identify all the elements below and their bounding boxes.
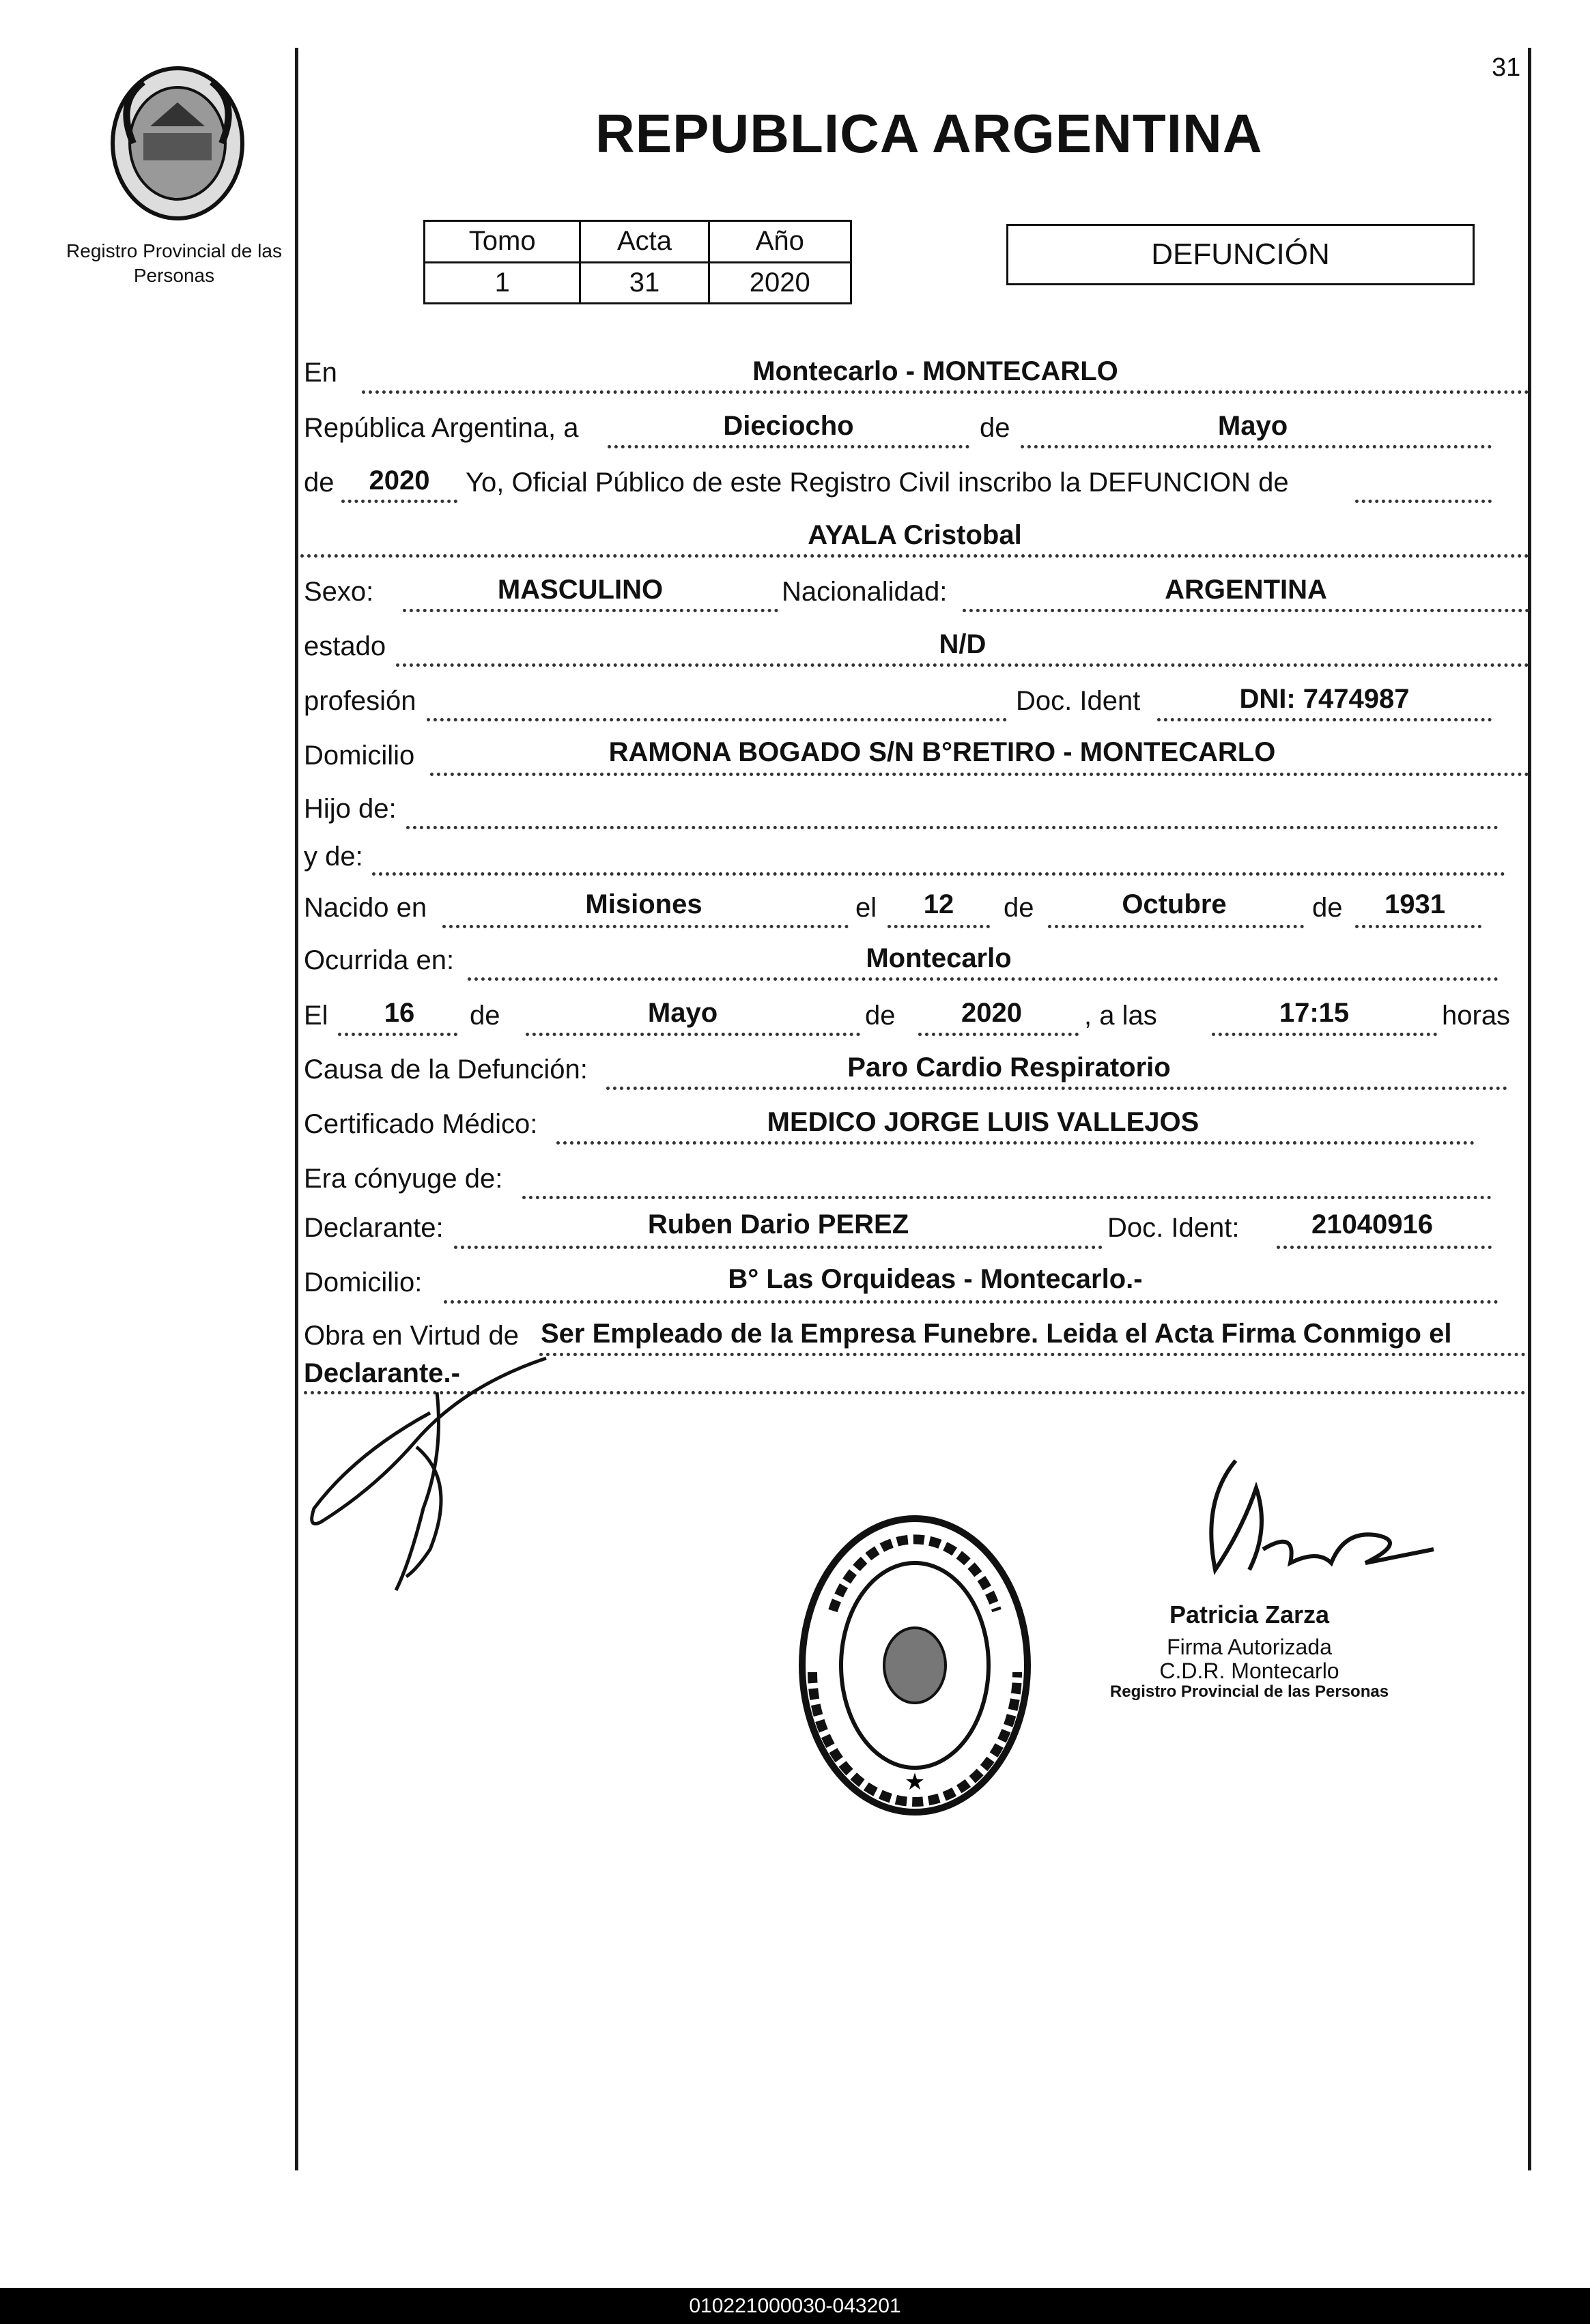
acta-header: Acta — [580, 221, 709, 263]
birth-year-line — [1355, 925, 1481, 928]
en-line — [362, 390, 1529, 394]
obra-line-1 — [539, 1353, 1526, 1356]
profesion-label: profesión — [304, 686, 416, 716]
death-day-line — [338, 1033, 457, 1036]
nacionalidad-line — [963, 609, 1529, 612]
doc2-value: 21040916 — [1311, 1209, 1433, 1239]
month-line — [1021, 445, 1492, 448]
official-registry: Registro Provincial de las Personas — [1109, 1682, 1389, 1701]
name-line — [300, 554, 1529, 558]
obra-label: Obra en Virtud de — [304, 1321, 520, 1351]
nacionalidad-value: ARGENTINA — [1165, 575, 1327, 605]
certificado-label: Certificado Médico: — [304, 1109, 538, 1139]
official-name: Patricia Zarza — [1169, 1601, 1330, 1629]
certificado-value: MEDICO JORGE LUIS VALLEJOS — [767, 1107, 1199, 1137]
domicilio-value: RAMONA BOGADO S/N B°RETIRO - MONTECARLO — [608, 737, 1276, 767]
death-month-value: Mayo — [647, 998, 718, 1028]
death-time-line — [1212, 1033, 1437, 1036]
nacionalidad-label: Nacionalidad: — [782, 577, 948, 607]
causa-line — [606, 1087, 1507, 1090]
sexo-value: MASCULINO — [497, 575, 664, 605]
causa-label: Causa de la Defunción: — [304, 1055, 588, 1085]
hijo-line — [406, 826, 1499, 829]
obra-value-1: Ser Empleado de la Empresa Funebre. Leida el Acta Firma Conmigo el — [541, 1319, 1452, 1349]
domicilio2-value: B° Las Orquideas - Montecarlo.- — [728, 1264, 1143, 1294]
estado-line — [396, 663, 1529, 667]
doc2-line — [1277, 1246, 1492, 1249]
death-year-line — [918, 1033, 1079, 1036]
nacido-label: Nacido en — [304, 893, 427, 923]
provincial-seal-icon — [102, 61, 253, 225]
inscribo-line — [1355, 500, 1492, 503]
yde-label: y de: — [304, 842, 363, 872]
estado-value: N/D — [939, 629, 986, 659]
declarante-label: Declarante: — [304, 1213, 444, 1243]
birth-month-value: Octubre — [1122, 889, 1227, 919]
nacido-line — [442, 925, 849, 928]
official-office: C.D.R. Montecarlo — [1159, 1659, 1339, 1683]
estado-label: estado — [304, 631, 386, 661]
el-label: el — [855, 893, 877, 923]
birth-day-value: 12 — [923, 889, 954, 919]
nacido-value: Misiones — [585, 889, 702, 919]
yde-line — [372, 872, 1505, 876]
sexo-line — [403, 609, 778, 612]
birth-year-de-label: de — [1312, 893, 1343, 923]
death-day-value: 16 — [384, 998, 415, 1028]
horas-label: horas — [1442, 1001, 1511, 1031]
hijo-label: Hijo de: — [304, 794, 397, 824]
month-value: Mayo — [1217, 411, 1288, 441]
birth-month-line — [1048, 925, 1304, 928]
doc-label: Doc. Ident — [1016, 686, 1141, 716]
conyuge-line — [522, 1196, 1492, 1199]
republica-label: República Argentina, a — [304, 413, 579, 443]
death-year-de-label: de — [865, 1001, 896, 1031]
death-month-de-label: de — [470, 1001, 500, 1031]
conyuge-label: Era cónyuge de: — [304, 1164, 503, 1194]
birth-year-value: 1931 — [1385, 889, 1445, 919]
declarante-value: Ruben Dario PEREZ — [647, 1209, 909, 1239]
declarante-line — [454, 1246, 1103, 1249]
ocurrida-label: Ocurrida en: — [304, 945, 455, 975]
death-month-line — [526, 1033, 860, 1036]
ocurrida-line — [468, 977, 1499, 981]
left-margin-line — [295, 48, 298, 2170]
domicilio-label: Domicilio — [304, 741, 415, 771]
causa-value: Paro Cardio Respiratorio — [847, 1052, 1171, 1082]
registry-table — [423, 220, 852, 304]
registry-stamp-icon — [792, 1508, 1038, 1822]
page-number: 31 — [1492, 53, 1521, 82]
tomo-header: Tomo — [425, 221, 580, 263]
obra-value-2: Declarante.- — [304, 1358, 460, 1388]
anio-header: Año — [709, 221, 851, 263]
domicilio-line — [430, 773, 1529, 776]
death-time-value: 17:15 — [1279, 998, 1350, 1028]
profesion-line — [427, 718, 1007, 721]
domicilio2-line — [444, 1300, 1499, 1304]
inscribo-text: Yo, Oficial Público de este Registro Civil inscribo la DEFUNCION de — [466, 468, 1289, 498]
acta-value: 31 — [580, 262, 709, 304]
declarant-signature-icon — [294, 1345, 580, 1618]
document-id-bar: 010221000030-043201 — [0, 2288, 1590, 2324]
sexo-label: Sexo: — [304, 577, 374, 607]
year-value: 2020 — [369, 465, 430, 496]
el2-label: El — [304, 1001, 328, 1031]
doc-line — [1157, 718, 1492, 721]
domicilio2-label: Domicilio: — [304, 1267, 423, 1297]
anio-value: 2020 — [709, 262, 851, 304]
en-label: En — [304, 358, 337, 388]
tomo-value: 1 — [425, 262, 580, 304]
certificado-line — [556, 1141, 1475, 1145]
day-value: Dieciocho — [723, 411, 854, 441]
day-line — [608, 445, 969, 448]
page-title: REPUBLICA ARGENTINA — [595, 103, 1263, 164]
year-line — [341, 500, 457, 503]
name-value: AYALA Cristobal — [808, 520, 1022, 550]
doc2-label: Doc. Ident: — [1107, 1213, 1240, 1243]
svg-text:★: ★ — [904, 1768, 926, 1796]
ocurrida-value: Montecarlo — [866, 943, 1012, 973]
en-value: Montecarlo - MONTECARLO — [752, 356, 1118, 386]
month-de-label: de — [980, 413, 1010, 443]
death-year-value: 2020 — [961, 998, 1022, 1028]
birth-month-de-label: de — [1004, 893, 1034, 923]
alas-label: , a las — [1084, 1001, 1157, 1031]
official-signature-icon — [1174, 1447, 1461, 1597]
registry-label: Registro Provincial de las Personas — [66, 240, 282, 286]
right-margin-line — [1528, 48, 1531, 2170]
year-de-label: de — [304, 468, 335, 498]
birth-day-line — [888, 925, 990, 928]
official-role: Firma Autorizada — [1167, 1635, 1332, 1659]
doc-value: DNI: 7474987 — [1239, 684, 1410, 714]
record-type-box: DEFUNCIÓN — [1006, 224, 1475, 285]
